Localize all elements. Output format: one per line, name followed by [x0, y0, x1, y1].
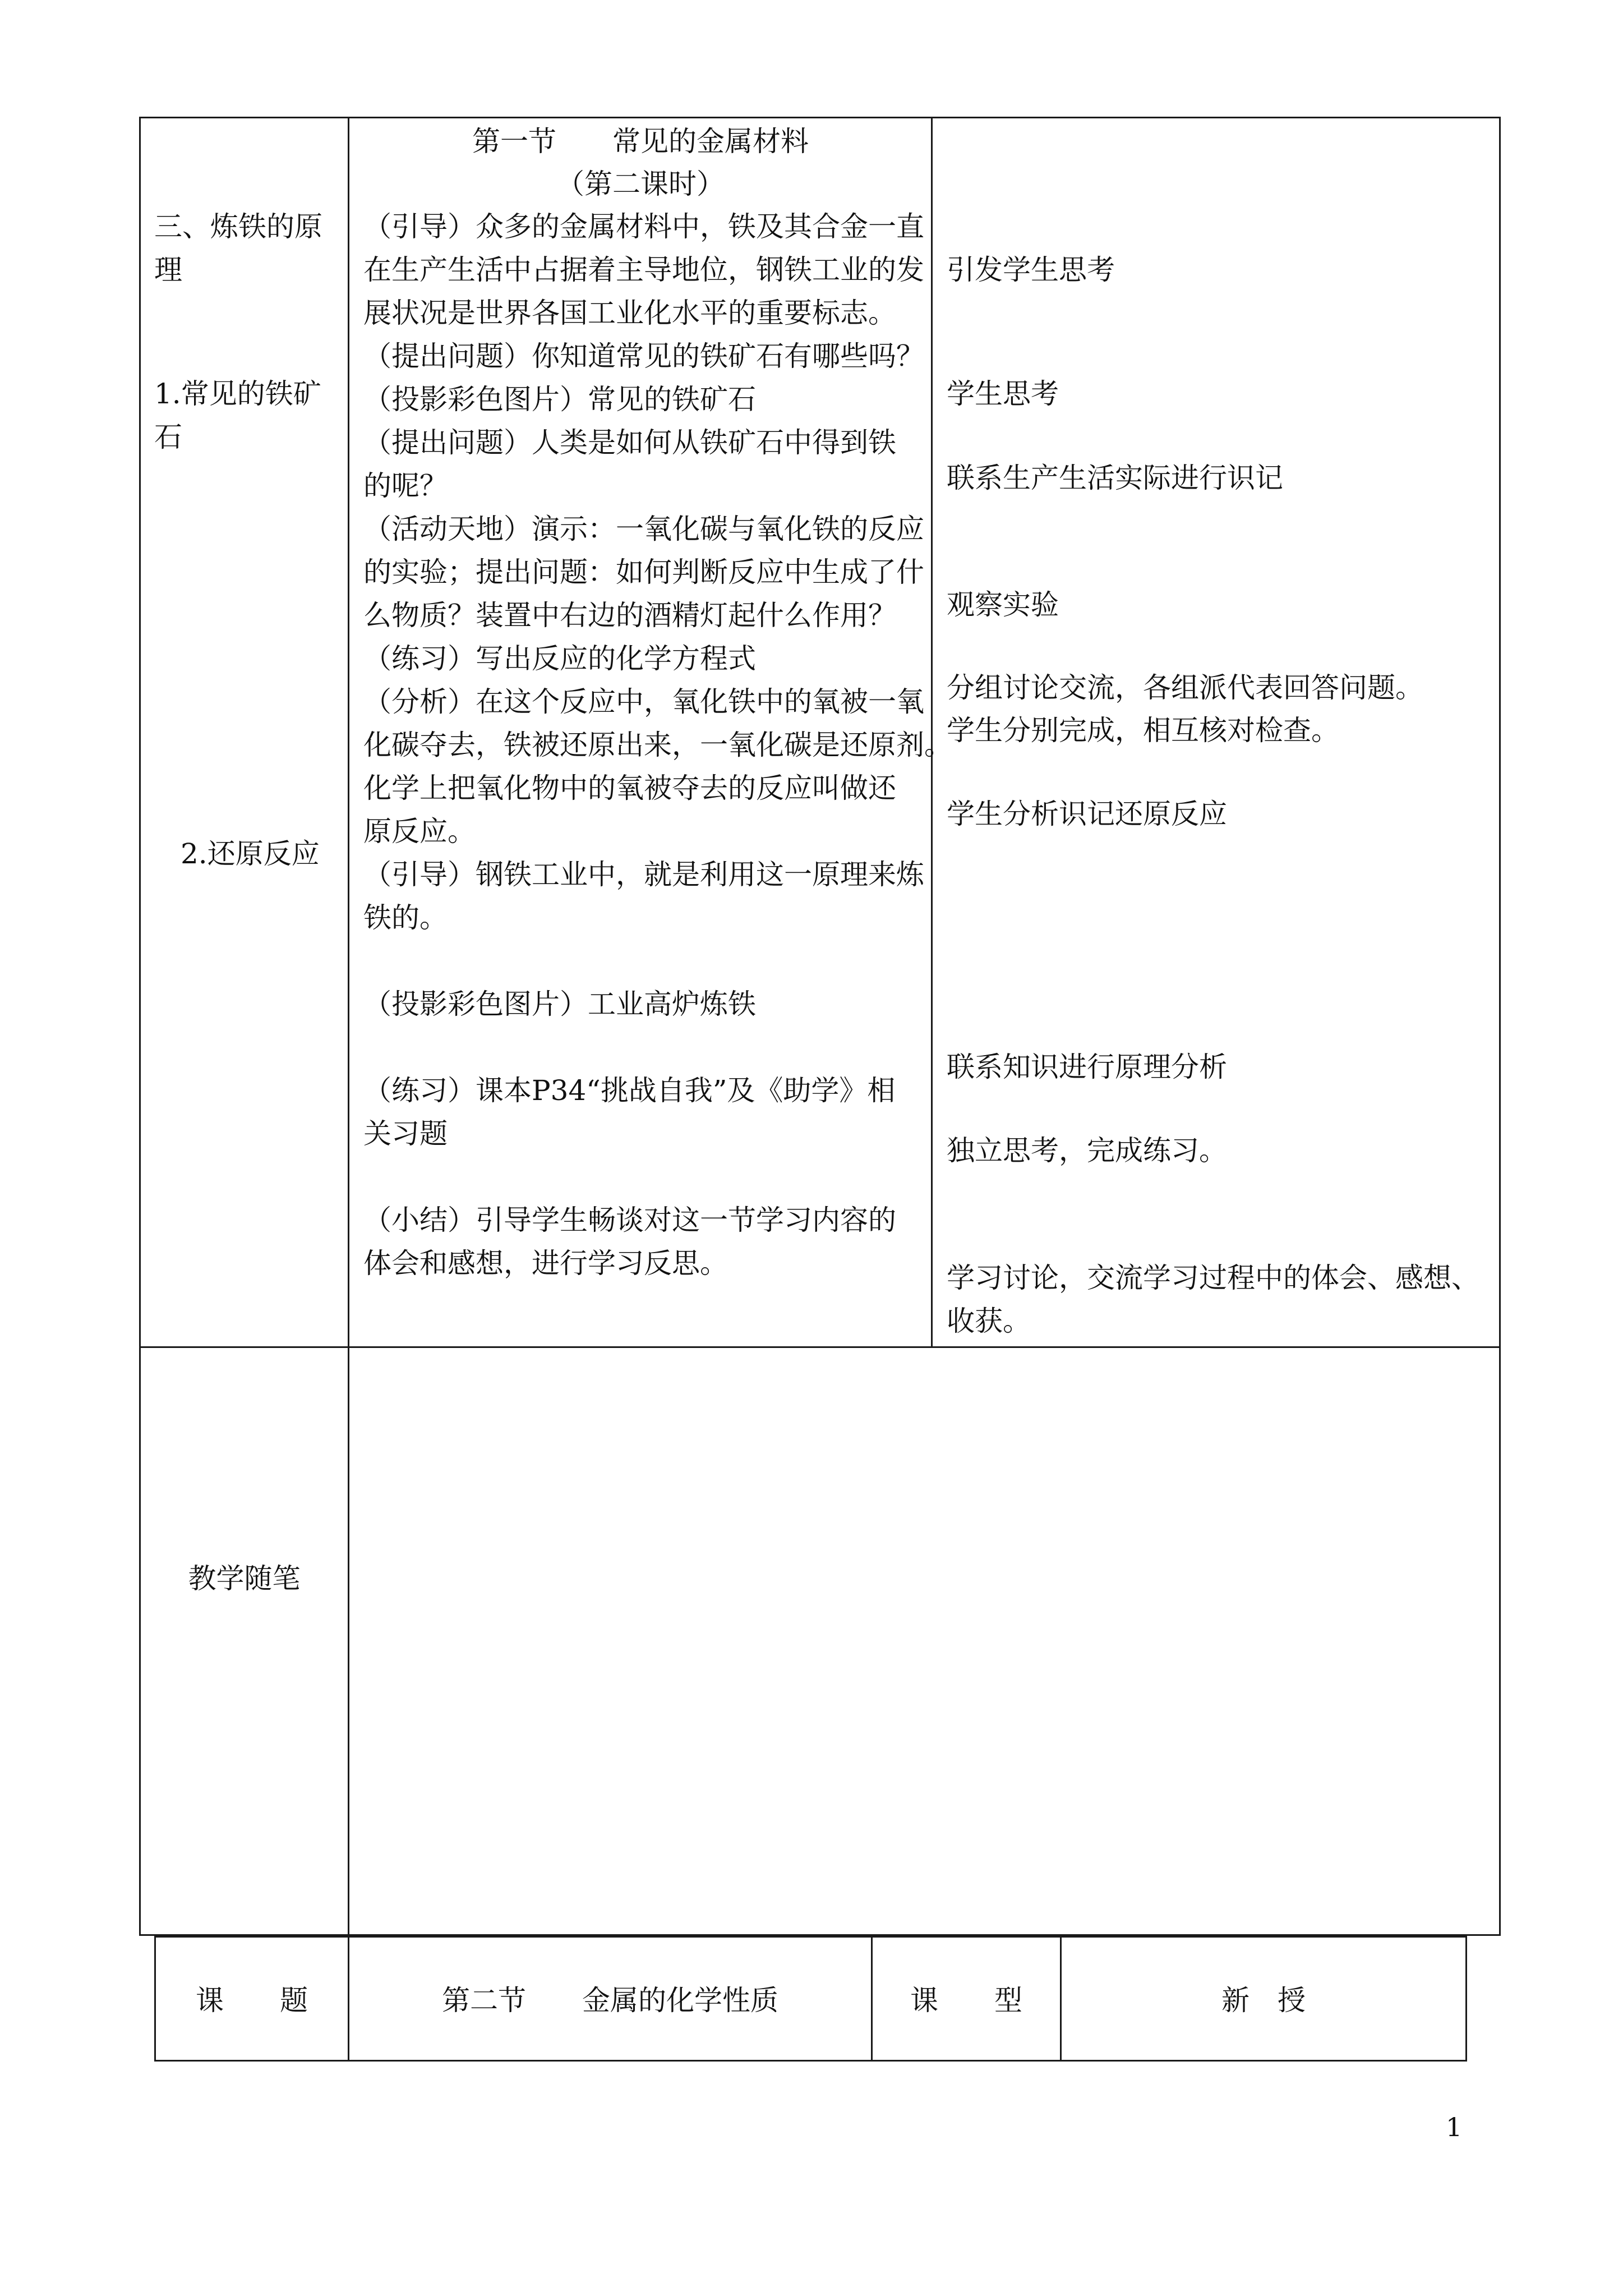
teacher-line-spacer: [363, 1156, 952, 1199]
topic-value: 第二节 金属的化学性质: [442, 1984, 778, 2017]
teacher-line: （练习）课本P34“挑战自我”及《助学》相: [363, 1074, 896, 1107]
type-value: 新 授: [1221, 1984, 1306, 2017]
teacher-line: （引导）众多的金属材料中，铁及其合金一直: [363, 210, 924, 243]
teaching-notes-area: [349, 1348, 1499, 1934]
teacher-line: （投影彩色图片）常见的铁矿石: [363, 383, 756, 416]
teacher-line: （提出问题）人类是如何从铁矿石中得到铁: [363, 426, 896, 459]
student-activity: 联系知识进行原理分析: [947, 1051, 1227, 1083]
teacher-line: （活动天地）演示：一氧化碳与氧化铁的反应: [363, 513, 924, 545]
teacher-activities: [363, 205, 952, 1285]
lesson-title: 第一节 常见的金属材料: [472, 125, 809, 158]
lesson-subtitle: （第二课时）: [556, 168, 725, 200]
table-top-border: [154, 1936, 1467, 1938]
teacher-line: 化学上把氧化物中的氧被夺去的反应叫做还: [363, 772, 896, 804]
outline-line: 1.常见的铁矿: [154, 378, 321, 410]
outline-line: 三、炼铁的原: [154, 210, 322, 243]
outline-item-2: 2.还原反应: [181, 838, 320, 870]
teacher-line-spacer: [363, 1026, 952, 1069]
student-activity: 学生分别完成，相互核对检查。: [947, 714, 1339, 747]
student-activity: 学生思考: [947, 378, 1059, 410]
table-right-border: [1465, 1936, 1467, 2062]
student-line: 学习讨论，交流学习过程中的体会、感想、: [947, 1262, 1479, 1294]
table-bottom-border: [154, 2060, 1467, 2062]
table-right-border: [1499, 117, 1501, 1936]
student-activity: 联系生产生活实际进行识记: [947, 462, 1283, 494]
teacher-line: 体会和感想，进行学习反思。: [363, 1247, 728, 1280]
teacher-line: （练习）写出反应的化学方程式: [363, 642, 756, 675]
teacher-line: 么物质？装置中右边的酒精灯起什么作用？: [363, 599, 896, 632]
student-line: 收获。: [947, 1305, 1031, 1337]
student-activity: 观察实验: [947, 588, 1059, 621]
teacher-line: （引导）钢铁工业中，就是利用这一原理来炼: [363, 858, 924, 891]
student-activity: 分组讨论交流，各组派代表回答问题。: [947, 671, 1423, 704]
outline-item-1: [154, 372, 321, 459]
outline-line: 石: [154, 421, 182, 453]
teacher-line: （提出问题）你知道常见的铁矿石有哪些吗？: [363, 340, 924, 372]
student-activity: 学生分析识记还原反应: [947, 798, 1227, 830]
student-activity: 引发学生思考: [947, 254, 1115, 286]
teaching-notes-label: 教学随笔: [188, 1562, 301, 1595]
teacher-line: 化碳夺去，铁被还原出来，一氧化碳是还原剂。: [363, 729, 952, 761]
teacher-line: 的呢？: [363, 470, 448, 502]
teacher-line: 铁的。: [363, 901, 448, 934]
student-activity: 独立思考，完成练习。: [947, 1134, 1227, 1167]
table-top-border: [139, 117, 1501, 118]
teacher-line: 原反应。: [363, 815, 476, 848]
teacher-line: 在生产生活中占据着主导地位，钢铁工业的发: [363, 254, 924, 286]
teacher-line: （小结）引导学生畅谈对这一节学习内容的: [363, 1204, 896, 1236]
teacher-line: （投影彩色图片）工业高炉炼铁: [363, 988, 756, 1020]
teacher-line-spacer: [363, 940, 952, 983]
table-left-border: [139, 117, 141, 1936]
type-label: 课 型: [910, 1984, 1022, 2017]
outline-line: 理: [154, 254, 182, 286]
teacher-line: 展状况是世界各国工业化水平的重要标志。: [363, 297, 896, 329]
teacher-line: 关习题: [363, 1117, 448, 1150]
teacher-line: （分析）在这个反应中，氧化铁中的氧被一氧: [363, 685, 924, 718]
topic-label: 课 题: [196, 1984, 308, 2017]
page-number: 1: [1446, 2112, 1463, 2142]
outline-section-3: [154, 205, 322, 292]
teacher-line: 的实验；提出问题：如何判断反应中生成了什: [363, 556, 924, 588]
student-activity: [947, 1257, 1479, 1343]
